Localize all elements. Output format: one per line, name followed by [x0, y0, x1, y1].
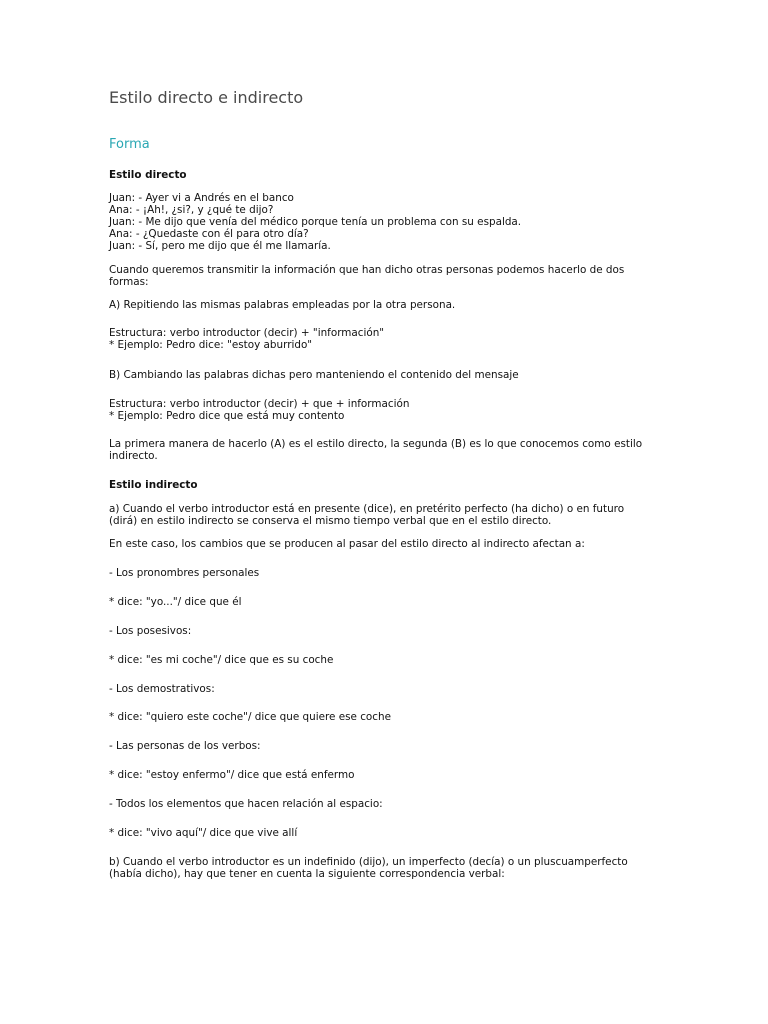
paragraph-line: La primera manera de hacerlo (A) es el estilo directo, la segunda (B) es lo que conocemos como estilo [109, 438, 643, 450]
paragraph-line: (dirá) en estilo indirecto se conserva el mismo tiempo verbal que en el estilo directo. [109, 515, 552, 527]
subheading-estilo-directo: Estilo directo [109, 169, 187, 181]
paragraph-line: Estructura: verbo introductor (decir) + que + información [109, 398, 410, 410]
paragraph-line: Cuando queremos transmitir la información que han dicho otras personas podemos hacerlo de dos [109, 264, 625, 276]
list-item: - Todos los elementos que hacen relación al espacio: [109, 798, 383, 810]
list-item: - Las personas de los verbos: [109, 740, 261, 752]
dialogue-line: Juan: - Me dijo que venía del médico porque tenía un problema con su espalda. [109, 216, 522, 228]
example-line: * dice: "es mi coche"/ dice que es su coche [109, 654, 334, 666]
paragraph-line: En este caso, los cambios que se producen al pasar del estilo directo al indirecto afectan a: [109, 538, 585, 550]
example-line: * dice: "vivo aquí"/ dice que vive allí [109, 827, 298, 839]
dialogue-line: Juan: - Sí, pero me dijo que él me llamaría. [109, 240, 331, 252]
paragraph-line: a) Cuando el verbo introductor está en presente (dice), en pretérito perfecto (ha dicho) o en futuro [109, 503, 625, 515]
page-title: Estilo directo e indirecto [109, 88, 304, 107]
paragraph-line: formas: [109, 276, 149, 288]
paragraph-line: indirecto. [109, 450, 158, 462]
example-line: * Ejemplo: Pedro dice que está muy contento [109, 410, 345, 422]
list-item: - Los demostrativos: [109, 683, 215, 695]
dialogue-line: Ana: - ¡Ah!, ¿si?, y ¿qué te dijo? [109, 204, 274, 216]
dialogue-line: Ana: - ¿Quedaste con él para otro día? [109, 228, 309, 240]
paragraph-line: B) Cambiando las palabras dichas pero manteniendo el contenido del mensaje [109, 369, 519, 381]
example-line: * Ejemplo: Pedro dice: "estoy aburrido" [109, 339, 313, 351]
list-item: - Los pronombres personales [109, 567, 260, 579]
paragraph-line: b) Cuando el verbo introductor es un indefinido (dijo), un imperfecto (decía) o un pluscuamperfecto [109, 856, 628, 868]
list-item: - Los posesivos: [109, 625, 192, 637]
example-line: * dice: "estoy enfermo"/ dice que está enfermo [109, 769, 355, 781]
section-heading-forma: Forma [109, 137, 150, 152]
paragraph-line: Estructura: verbo introductor (decir) + "información" [109, 327, 385, 339]
example-line: * dice: "quiero este coche"/ dice que quiere ese coche [109, 711, 391, 723]
dialogue-line: Juan: - Ayer vi a Andrés en el banco [109, 192, 294, 204]
paragraph-line: A) Repitiendo las mismas palabras empleadas por la otra persona. [109, 299, 456, 311]
example-line: * dice: "yo..."/ dice que él [109, 596, 242, 608]
paragraph-line: (había dicho), hay que tener en cuenta la siguiente correspondencia verbal: [109, 868, 505, 880]
subheading-estilo-indirecto: Estilo indirecto [109, 479, 198, 491]
